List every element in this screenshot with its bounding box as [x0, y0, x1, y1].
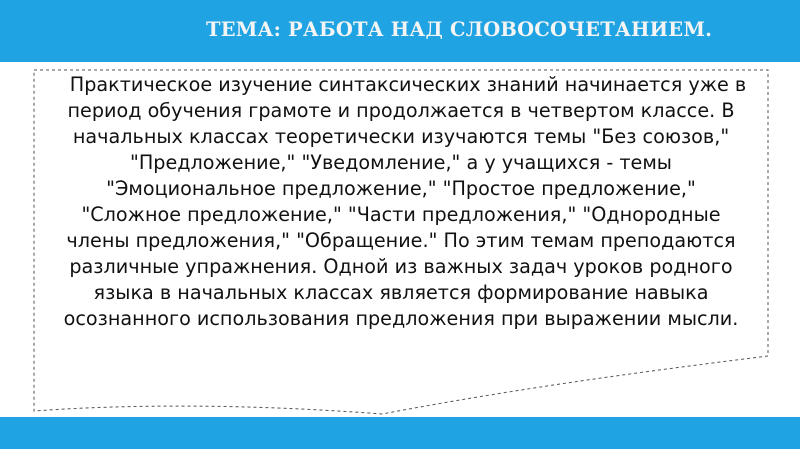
body-line: Практическое изучение синтаксических знаний начинается уже в [69, 73, 747, 96]
body-line: языка в начальных классах является формирование навыка [93, 281, 709, 304]
body-line: члены предложения," "Обращение." По этим темам преподаются [66, 229, 736, 252]
body-paragraph [34, 72, 768, 332]
body-line: "Предложение," "Уведомление," а у учащихся - темы [130, 151, 672, 174]
body-line: "Эмоциональное предложение," "Простое предложение," [106, 177, 696, 200]
body-line: начальных классах теоретически изучаются темы "Без союзов," [72, 125, 730, 148]
body-line: осознанного использования предложения при выражении мысли. [63, 307, 739, 330]
body-line: различные упражнения. Одной из важных задач уроков родного [69, 255, 733, 278]
body-line: период обучения грамоте и продолжается в четвертом классе. В [67, 99, 735, 122]
footer-band [0, 417, 800, 449]
body-line: "Сложное предложение," "Части предложения," "Однородные [81, 203, 721, 226]
slide-title: ТЕМА: РАБОТА НАД СЛОВОСОЧЕТАНИЕМ. [206, 18, 713, 41]
